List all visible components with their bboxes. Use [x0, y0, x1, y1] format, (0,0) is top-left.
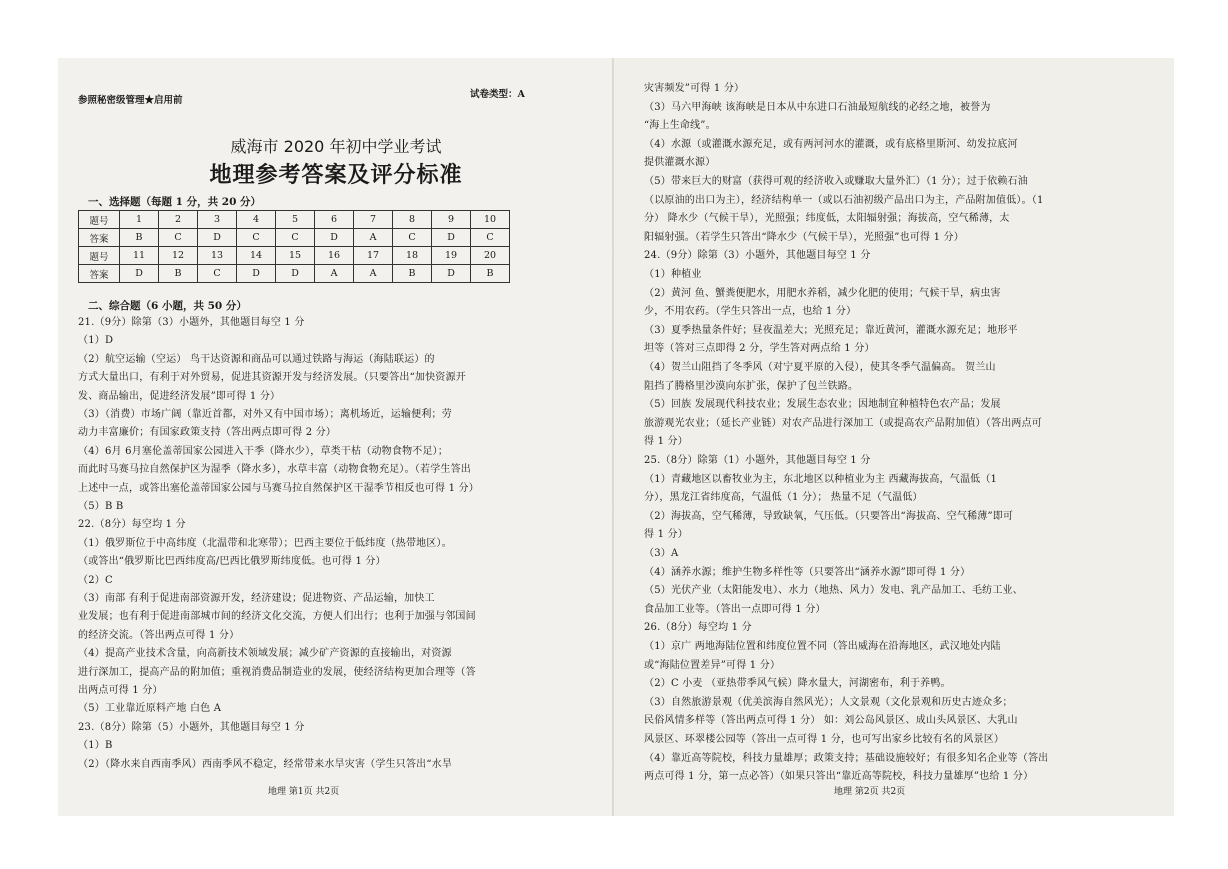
text-line: （2）海拔高，空气稀薄，导致缺氧，气压低。（只要答出“海拔高、空气稀薄”即可 — [644, 510, 1014, 522]
table-cell: 20 — [471, 247, 510, 265]
text-line: 方式大量出口，有利于对外贸易，促进其资源开发与经济发展。（只要答出“加快资源开 — [78, 372, 466, 384]
text-line: （3）马六甲海峡 该海峡是日本从中东进口石油最短航线的必经之地，被誉为 — [644, 101, 991, 113]
text-line: 进行深加工，提高产品的附加值；重视消费品制造业的发展，使经济结构更加合理等（答 — [78, 666, 476, 678]
table-cell: 16 — [315, 247, 354, 265]
text-line: 民俗风情多样等（答出两点可得 1 分） 如：刘公岛风景区、成山头风景区、大乳山 — [644, 715, 1018, 727]
table-cell: D — [315, 229, 354, 247]
table-cell: 11 — [120, 247, 159, 265]
text-line: 22.（8分）每空均 1 分 — [78, 519, 186, 531]
table-row-header: 题号 — [79, 247, 120, 265]
text-line: 得 1 分） — [644, 529, 688, 541]
table-row — [79, 229, 510, 247]
text-line: （1）D — [78, 335, 114, 347]
text-line: 坦等（答对三点即得 2 分，学生答对两点给 1 分） — [644, 343, 875, 355]
table-row — [79, 211, 510, 229]
table-cell: B — [159, 265, 198, 283]
table-row-header: 答案 — [79, 229, 120, 247]
text-line: 而此时马赛马拉自然保护区为湿季（降水多），水草丰富（动物食物充足）。（若学生答出 — [78, 464, 471, 476]
text-line: （1）青藏地区以畜牧业为主，东北地区以种植业为主 西藏海拔高，气温低（1 — [644, 473, 998, 485]
text-line: （1）B — [78, 740, 113, 752]
text-line: （3）A — [644, 548, 679, 559]
text-line: （4）靠近高等院校，科技力量雄厚；政策支持；基础设施较好；有很多知名企业等（答出 — [644, 752, 1049, 764]
paper-type-label: 试卷类型：A — [470, 89, 525, 100]
text-line: （1）俄罗斯位于中高纬度（北温带和北寒带）；巴西主要位于低纬度（热带地区）。 — [78, 537, 452, 549]
section-comprehensive-heading: 二、综合题（6 小题，共 50 分） — [88, 300, 247, 312]
table-cell: B — [393, 265, 432, 283]
table-cell: A — [354, 265, 393, 283]
confidentiality-label: 参照秘密级管理★启用前 — [78, 95, 183, 106]
table-row-header: 题号 — [79, 211, 120, 229]
text-line: （5）带来巨大的财富（获得可观的经济收入或赚取大量外汇）（1 分）；过于依赖石油 — [644, 176, 1028, 187]
text-line: 两点可得 1 分，第一点必答）（如果只答出“靠近高等院校，科技力量雄厚”也给 1 分） — [644, 771, 1034, 783]
text-line: 灾害频发”可得 1 分） — [644, 83, 745, 94]
table-cell: 17 — [354, 247, 393, 265]
table-row — [79, 265, 510, 283]
text-line: 得 1 分） — [644, 436, 688, 448]
table-row-header: 答案 — [79, 265, 120, 283]
text-line: （以原油的出口为主），经济结构单一（或以石油初级产品出口为主，产品附加值低）。（1 — [644, 194, 1044, 206]
text-line: 或“海陆位置差异”可得 1 分） — [644, 659, 781, 671]
table-cell: C — [159, 229, 198, 247]
table-cell: 8 — [393, 211, 432, 229]
exam-title: 威海市 2020 年初中学业考试 — [230, 137, 442, 156]
page-1 — [58, 58, 614, 816]
text-line: （5）工业靠近原料产地 白色 A — [78, 703, 222, 715]
text-line: 上述中一点，或答出塞伦盖蒂国家公园与马赛马拉自然保护区干湿季节相反也可得 1 分） — [78, 482, 479, 494]
text-line: 提供灌溉水源） — [644, 157, 716, 169]
text-line: （3）自然旅游景观（优美滨海自然风光）；人文景观（文化景观和历史古迹众多； — [644, 696, 1013, 708]
text-line: （5）光伏产业（太阳能发电）、水力（地热、风力）发电、乳产品加工、毛纺工业、 — [644, 585, 1023, 597]
table-cell: 2 — [159, 211, 198, 229]
table-cell: C — [237, 229, 276, 247]
text-line: 业发展；也有利于促进南部城市间的经济文化交流，方便人们出行；也利于加强与邻国间 — [78, 611, 476, 623]
table-cell: D — [432, 265, 471, 283]
table-cell: C — [471, 229, 510, 247]
table-cell: 10 — [471, 211, 510, 229]
table-cell: A — [315, 265, 354, 283]
text-line: （4）水源（或灌溉水源充足，或有两河河水的灌溉，或有底格里斯河、幼发拉底河 — [644, 138, 1018, 150]
text-line: 食品加工业等。（答出一点即可得 1 分） — [644, 603, 826, 615]
answer-key-title: 地理参考答案及评分标准 — [209, 163, 463, 188]
text-line: （4）6月 6月塞伦盖蒂国家公园进入干季（降水少），草类干枯（动物食物不足）； — [78, 445, 449, 457]
text-line: 动力丰富廉价；有国家政策支持（答出两点即可得 2 分） — [78, 427, 337, 439]
text-line: 26.（8分）每空均 1 分 — [644, 622, 752, 634]
answer-table — [78, 210, 510, 283]
page-footer: 地理 第2页 共2页 — [834, 787, 906, 797]
table-cell: 4 — [237, 211, 276, 229]
table-cell: 19 — [432, 247, 471, 265]
text-line: 少，不用农药。（学生只答出一点，也给 1 分） — [644, 306, 857, 318]
text-line: （5）回族 发展现代科技农业；发展生态农业；因地制宜种植特色农产品；发展 — [644, 399, 1001, 411]
text-line: （2）黄河 鱼、蟹粪便肥水，用肥水养稻，减少化肥的使用；气候干旱，病虫害 — [644, 287, 1001, 299]
text-line: 25.（8分）除第（1）小题外，其他题目每空 1 分 — [644, 455, 871, 466]
text-line: 风景区、环翠楼公园等（答出一点可得 1 分，也可写出家乡比较有名的风景区） — [644, 734, 1005, 745]
text-line: （或答出“俄罗斯比巴西纬度高/巴西比俄罗斯纬度低。也可得 1 分） — [78, 556, 386, 568]
text-line: 分） 降水少（气候干旱），光照强；纬度低，太阳辐射强；海拔高，空气稀薄，太 — [644, 213, 1010, 225]
text-line: （4）贺兰山阻挡了冬季风（对宁夏平原的入侵），使其冬季气温偏高。 贺兰山 — [644, 362, 996, 373]
text-line: 阻挡了腾格里沙漠向东扩张，保护了包兰铁路。 — [644, 380, 859, 392]
text-line: 出两点可得 1 分） — [78, 685, 163, 696]
table-cell: 13 — [198, 247, 237, 265]
table-cell: D — [198, 229, 237, 247]
table-cell: 5 — [276, 211, 315, 229]
table-cell: C — [198, 265, 237, 283]
text-line: （2）（降水来自西南季风）西南季风不稳定，经常带来水旱灾害（学生只答出“水旱 — [78, 758, 453, 770]
text-line: （3）南部 有利于促进南部资源开发，经济建设；促进物资、产品运输，加快工 — [78, 593, 435, 604]
text-line: （4）涵养水源；维护生物多样性等（只要答出“涵养水源”即可得 1 分） — [644, 566, 971, 578]
page-2 — [614, 58, 1174, 816]
text-line: （5）B B — [78, 501, 124, 512]
table-cell: 6 — [315, 211, 354, 229]
text-line: （4）提高产业技术含量，向高新技术领域发展；减少矿产资源的直接输出，对资源 — [78, 648, 452, 660]
text-line: “海上生命线”。 — [644, 120, 716, 132]
text-line: （1）种植业 — [644, 269, 702, 280]
text-line: 阳辐射强。（若学生只答出“降水少（气候干旱），光照强”也可得 1 分） — [644, 231, 964, 243]
text-line: 旅游观光农业；（延长产业链）对农产品进行深加工（或提高农产品附加值）（答出两点可 — [644, 417, 1042, 429]
table-row — [79, 247, 510, 265]
text-line: （3）夏季热量条件好；昼夜温差大；光照充足；靠近黄河，灌溉水源充足；地形平 — [644, 324, 1018, 336]
table-cell: C — [393, 229, 432, 247]
table-cell: D — [237, 265, 276, 283]
text-line: （3）（消费）市场广阔（靠近首都，对外又有中国市场）；离机场近，运输便利；劳 — [78, 409, 452, 420]
table-cell: B — [120, 229, 159, 247]
text-line: 23.（8分）除第（5）小题外，其他题目每空 1 分 — [78, 721, 305, 733]
section-choice-heading: 一、选择题（每题 1 分，共 20 分） — [88, 196, 262, 208]
table-cell: B — [471, 265, 510, 283]
text-line: 21.（9分）除第（3）小题外，其他题目每空 1 分 — [78, 317, 305, 328]
text-line: 发、商品输出，促进经济发展”即可得 1 分） — [78, 390, 281, 402]
text-line: 分），黑龙江省纬度高，气温低（1 分）； 热量不足（气温低） — [644, 492, 923, 504]
text-line: （2）C — [78, 574, 113, 586]
table-cell: C — [276, 229, 315, 247]
page-footer: 地理 第1页 共2页 — [268, 787, 340, 797]
table-cell: D — [432, 229, 471, 247]
table-cell: 15 — [276, 247, 315, 265]
table-cell: 14 — [237, 247, 276, 265]
text-line: （1）京广 两地海陆位置和纬度位置不同（答出威海在沿海地区，武汉地处内陆 — [644, 641, 1001, 652]
text-line: （2）C 小麦 （亚热带季风气候）降水量大，河湖密布，利于养鸭。 — [644, 678, 951, 690]
text-line: （2）航空运输（空运） 鸟干达资源和商品可以通过铁路与海运（海陆联运）的 — [78, 353, 435, 365]
text-line: 24.（9分）除第（3）小题外，其他题目每空 1 分 — [644, 250, 871, 262]
table-cell: 12 — [159, 247, 198, 265]
table-cell: D — [120, 265, 159, 283]
table-cell: D — [276, 265, 315, 283]
table-cell: A — [354, 229, 393, 247]
table-cell: 9 — [432, 211, 471, 229]
table-cell: 7 — [354, 211, 393, 229]
table-cell: 18 — [393, 247, 432, 265]
table-cell: 1 — [120, 211, 159, 229]
table-cell: 3 — [198, 211, 237, 229]
text-line: 的经济交流。（答出两点可得 1 分） — [78, 629, 240, 641]
